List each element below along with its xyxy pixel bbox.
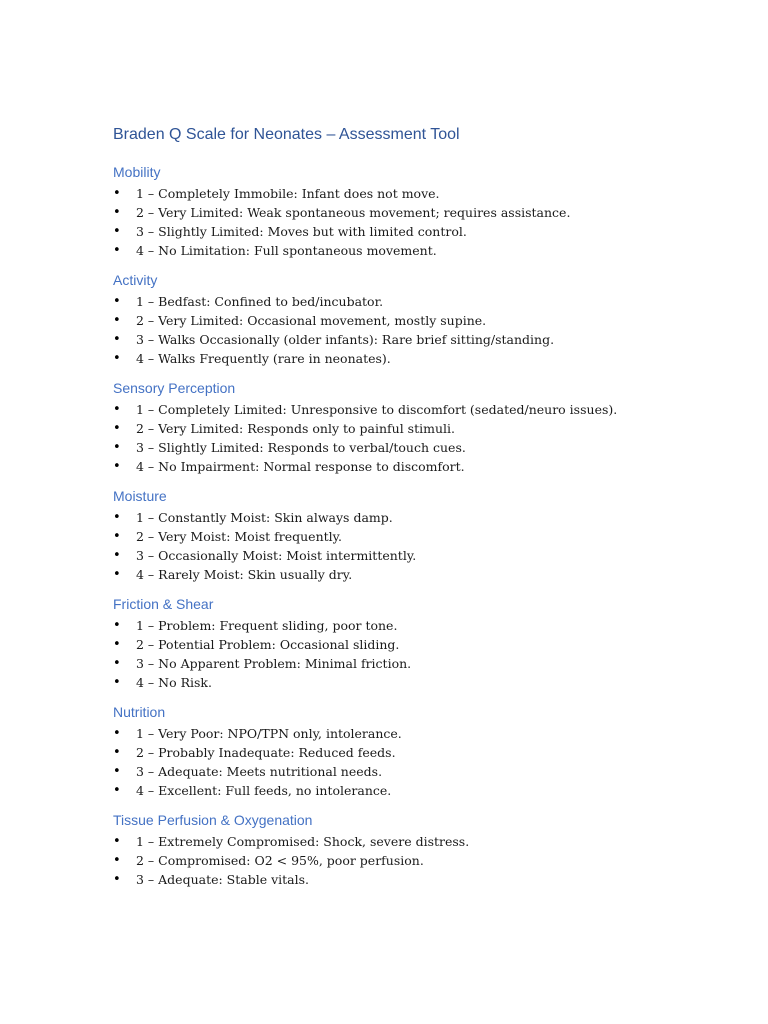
list-item (113, 330, 733, 349)
list-item (113, 241, 733, 260)
list-item (113, 184, 733, 203)
section-2 (113, 270, 733, 368)
list-item (113, 400, 733, 419)
list-item (113, 457, 733, 476)
list-item (113, 222, 733, 241)
bullet-list (113, 616, 733, 692)
list-item-text: 1 – Extremely Compromised: Shock, severe distress. (136, 834, 470, 849)
bullet-icon: • (113, 853, 121, 868)
list-item (113, 635, 733, 654)
list-item-text: 1 – Constantly Moist: Skin always damp. (136, 510, 393, 525)
list-item-text: 2 – Compromised: O2 < 95%, poor perfusion. (136, 853, 424, 868)
bullet-list (113, 400, 733, 476)
list-item (113, 870, 733, 889)
list-item-text: 4 – No Impairment: Normal response to discomfort. (136, 459, 465, 474)
bullet-icon: • (113, 313, 121, 328)
list-item-text: 3 – No Apparent Problem: Minimal friction. (136, 656, 412, 671)
list-item (113, 762, 733, 781)
list-item (113, 673, 733, 692)
bullet-icon: • (113, 618, 121, 633)
section-heading: Nutrition (113, 704, 166, 720)
section-6 (113, 702, 733, 800)
bullet-icon: • (113, 834, 121, 849)
list-item-text: 2 – Potential Problem: Occasional sliding. (136, 637, 400, 652)
section-5 (113, 594, 733, 692)
bullet-icon: • (113, 764, 121, 779)
list-item (113, 546, 733, 565)
bullet-icon: • (113, 459, 121, 474)
list-item-text: 3 – Walks Occasionally (older infants): Rare brief sitting/standing. (136, 332, 555, 347)
list-item (113, 508, 733, 527)
section-7 (113, 810, 733, 889)
bullet-icon: • (113, 294, 121, 309)
list-item-text: 2 – Very Limited: Responds only to painful stimuli. (136, 421, 455, 436)
bullet-icon: • (113, 675, 121, 690)
list-item-text: 3 – Occasionally Moist: Moist intermittently. (136, 548, 417, 563)
list-item-text: 2 – Probably Inadequate: Reduced feeds. (136, 745, 396, 760)
list-item-text: 3 – Slightly Limited: Moves but with limited control. (136, 224, 467, 239)
list-item (113, 616, 733, 635)
list-item-text: 4 – No Limitation: Full spontaneous movement. (136, 243, 437, 258)
bullet-icon: • (113, 402, 121, 417)
list-item-text: 4 – Rarely Moist: Skin usually dry. (136, 567, 353, 582)
list-item-text: 2 – Very Limited: Weak spontaneous movement; requires assistance. (136, 205, 571, 220)
section-heading: Sensory Perception (113, 380, 236, 396)
bullet-list (113, 832, 733, 889)
bullet-icon: • (113, 783, 121, 798)
section-heading: Activity (113, 272, 158, 288)
list-item (113, 743, 733, 762)
bullet-icon: • (113, 567, 121, 582)
document-content (113, 124, 733, 899)
list-item (113, 292, 733, 311)
list-item (113, 527, 733, 546)
list-item-text: 4 – Walks Frequently (rare in neonates). (136, 351, 391, 366)
bullet-icon: • (113, 745, 121, 760)
list-item-text: 3 – Adequate: Meets nutritional needs. (136, 764, 383, 779)
section-4 (113, 486, 733, 584)
list-item-text: 4 – Excellent: Full feeds, no intolerance. (136, 783, 392, 798)
sections-container (113, 162, 733, 889)
bullet-icon: • (113, 186, 121, 201)
section-3 (113, 378, 733, 476)
bullet-icon: • (113, 243, 121, 258)
list-item-text: 1 – Completely Limited: Unresponsive to discomfort (sedated/neuro issues). (136, 402, 618, 417)
bullet-icon: • (113, 548, 121, 563)
bullet-list (113, 508, 733, 584)
section-heading: Mobility (113, 164, 161, 180)
section-heading: Friction & Shear (113, 596, 214, 612)
list-item (113, 832, 733, 851)
list-item (113, 203, 733, 222)
bullet-icon: • (113, 224, 121, 239)
list-item (113, 565, 733, 584)
list-item (113, 724, 733, 743)
bullet-icon: • (113, 529, 121, 544)
list-item-text: 2 – Very Moist: Moist frequently. (136, 529, 343, 544)
list-item-text: 3 – Adequate: Stable vitals. (136, 872, 310, 887)
bullet-icon: • (113, 440, 121, 455)
bullet-icon: • (113, 726, 121, 741)
section-heading: Moisture (113, 488, 167, 504)
bullet-icon: • (113, 332, 121, 347)
bullet-icon: • (113, 656, 121, 671)
list-item (113, 438, 733, 457)
bullet-icon: • (113, 351, 121, 366)
list-item-text: 1 – Completely Immobile: Infant does not move. (136, 186, 440, 201)
bullet-icon: • (113, 872, 121, 887)
section-heading: Tissue Perfusion & Oxygenation (113, 812, 313, 828)
bullet-icon: • (113, 510, 121, 525)
list-item-text: 4 – No Risk. (136, 675, 212, 690)
list-item-text: 2 – Very Limited: Occasional movement, mostly supine. (136, 313, 487, 328)
bullet-list (113, 724, 733, 800)
bullet-icon: • (113, 637, 121, 652)
bullet-icon: • (113, 421, 121, 436)
list-item-text: 1 – Problem: Frequent sliding, poor tone. (136, 618, 398, 633)
list-item (113, 781, 733, 800)
list-item-text: 1 – Bedfast: Confined to bed/incubator. (136, 294, 384, 309)
bullet-list (113, 292, 733, 368)
list-item-text: 3 – Slightly Limited: Responds to verbal/touch cues. (136, 440, 466, 455)
list-item-text: 1 – Very Poor: NPO/TPN only, intolerance. (136, 726, 402, 741)
list-item (113, 349, 733, 368)
list-item (113, 419, 733, 438)
bullet-list (113, 184, 733, 260)
list-item (113, 654, 733, 673)
document-title: Braden Q Scale for Neonates – Assessment Tool (113, 126, 460, 143)
list-item (113, 311, 733, 330)
section-1 (113, 162, 733, 260)
bullet-icon: • (113, 205, 121, 220)
list-item (113, 851, 733, 870)
